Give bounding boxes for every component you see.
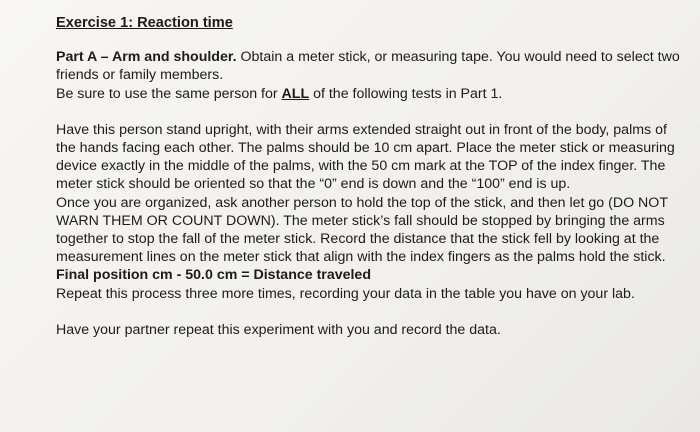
setup-paragraph: Have this person stand upright, with their arms extended straight out in front of the body, palms of the hands facing each other. The palms should be 10 cm apart. Place the meter stick or measuring device exactly in the middle of the palms, with the 50 cm mark at the TOP of the index finger. The meter stick should be oriented so that the “0” end is down and the “100” end is up. — [56, 121, 675, 193]
procedure-paragraph: Once you are organized, ask another person to hold the top of the stick, and then let go (DO NOT WARN THEM OR COUNT DOWN). The meter stick’s fall should be stopped by bringing the arms together to stop the fall of the meter stick. Record the distance that the stick fell by looking at the measurement lines on the meter stick that align with the index fingers as the palms hold the stick. — [56, 194, 668, 266]
part-a-heading: Part A – Arm and shoulder. — [56, 49, 237, 66]
part-a-intro-text: Obtain a meter stick, or measuring tape. You would need to select two friends or family members. — [56, 49, 680, 84]
same-person-note — [56, 85, 684, 103]
all-emphasis: ALL — [281, 85, 310, 102]
exercise-title: Exercise 1: Reaction time — [56, 15, 233, 31]
repeat-instruction: Repeat this process three more times, recording your data in the table you have on your lab. — [56, 285, 635, 302]
distance-formula: Final position cm - 50.0 cm = Distance traveled — [56, 267, 371, 284]
document-page — [56, 14, 684, 339]
part-a-intro — [56, 48, 684, 84]
same-person-post: of the following tests in Part 1. — [309, 85, 503, 102]
partner-instruction: Have your partner repeat this experiment with you and record the data. — [56, 321, 501, 338]
same-person-pre: Be sure to use the same person for — [56, 85, 282, 102]
